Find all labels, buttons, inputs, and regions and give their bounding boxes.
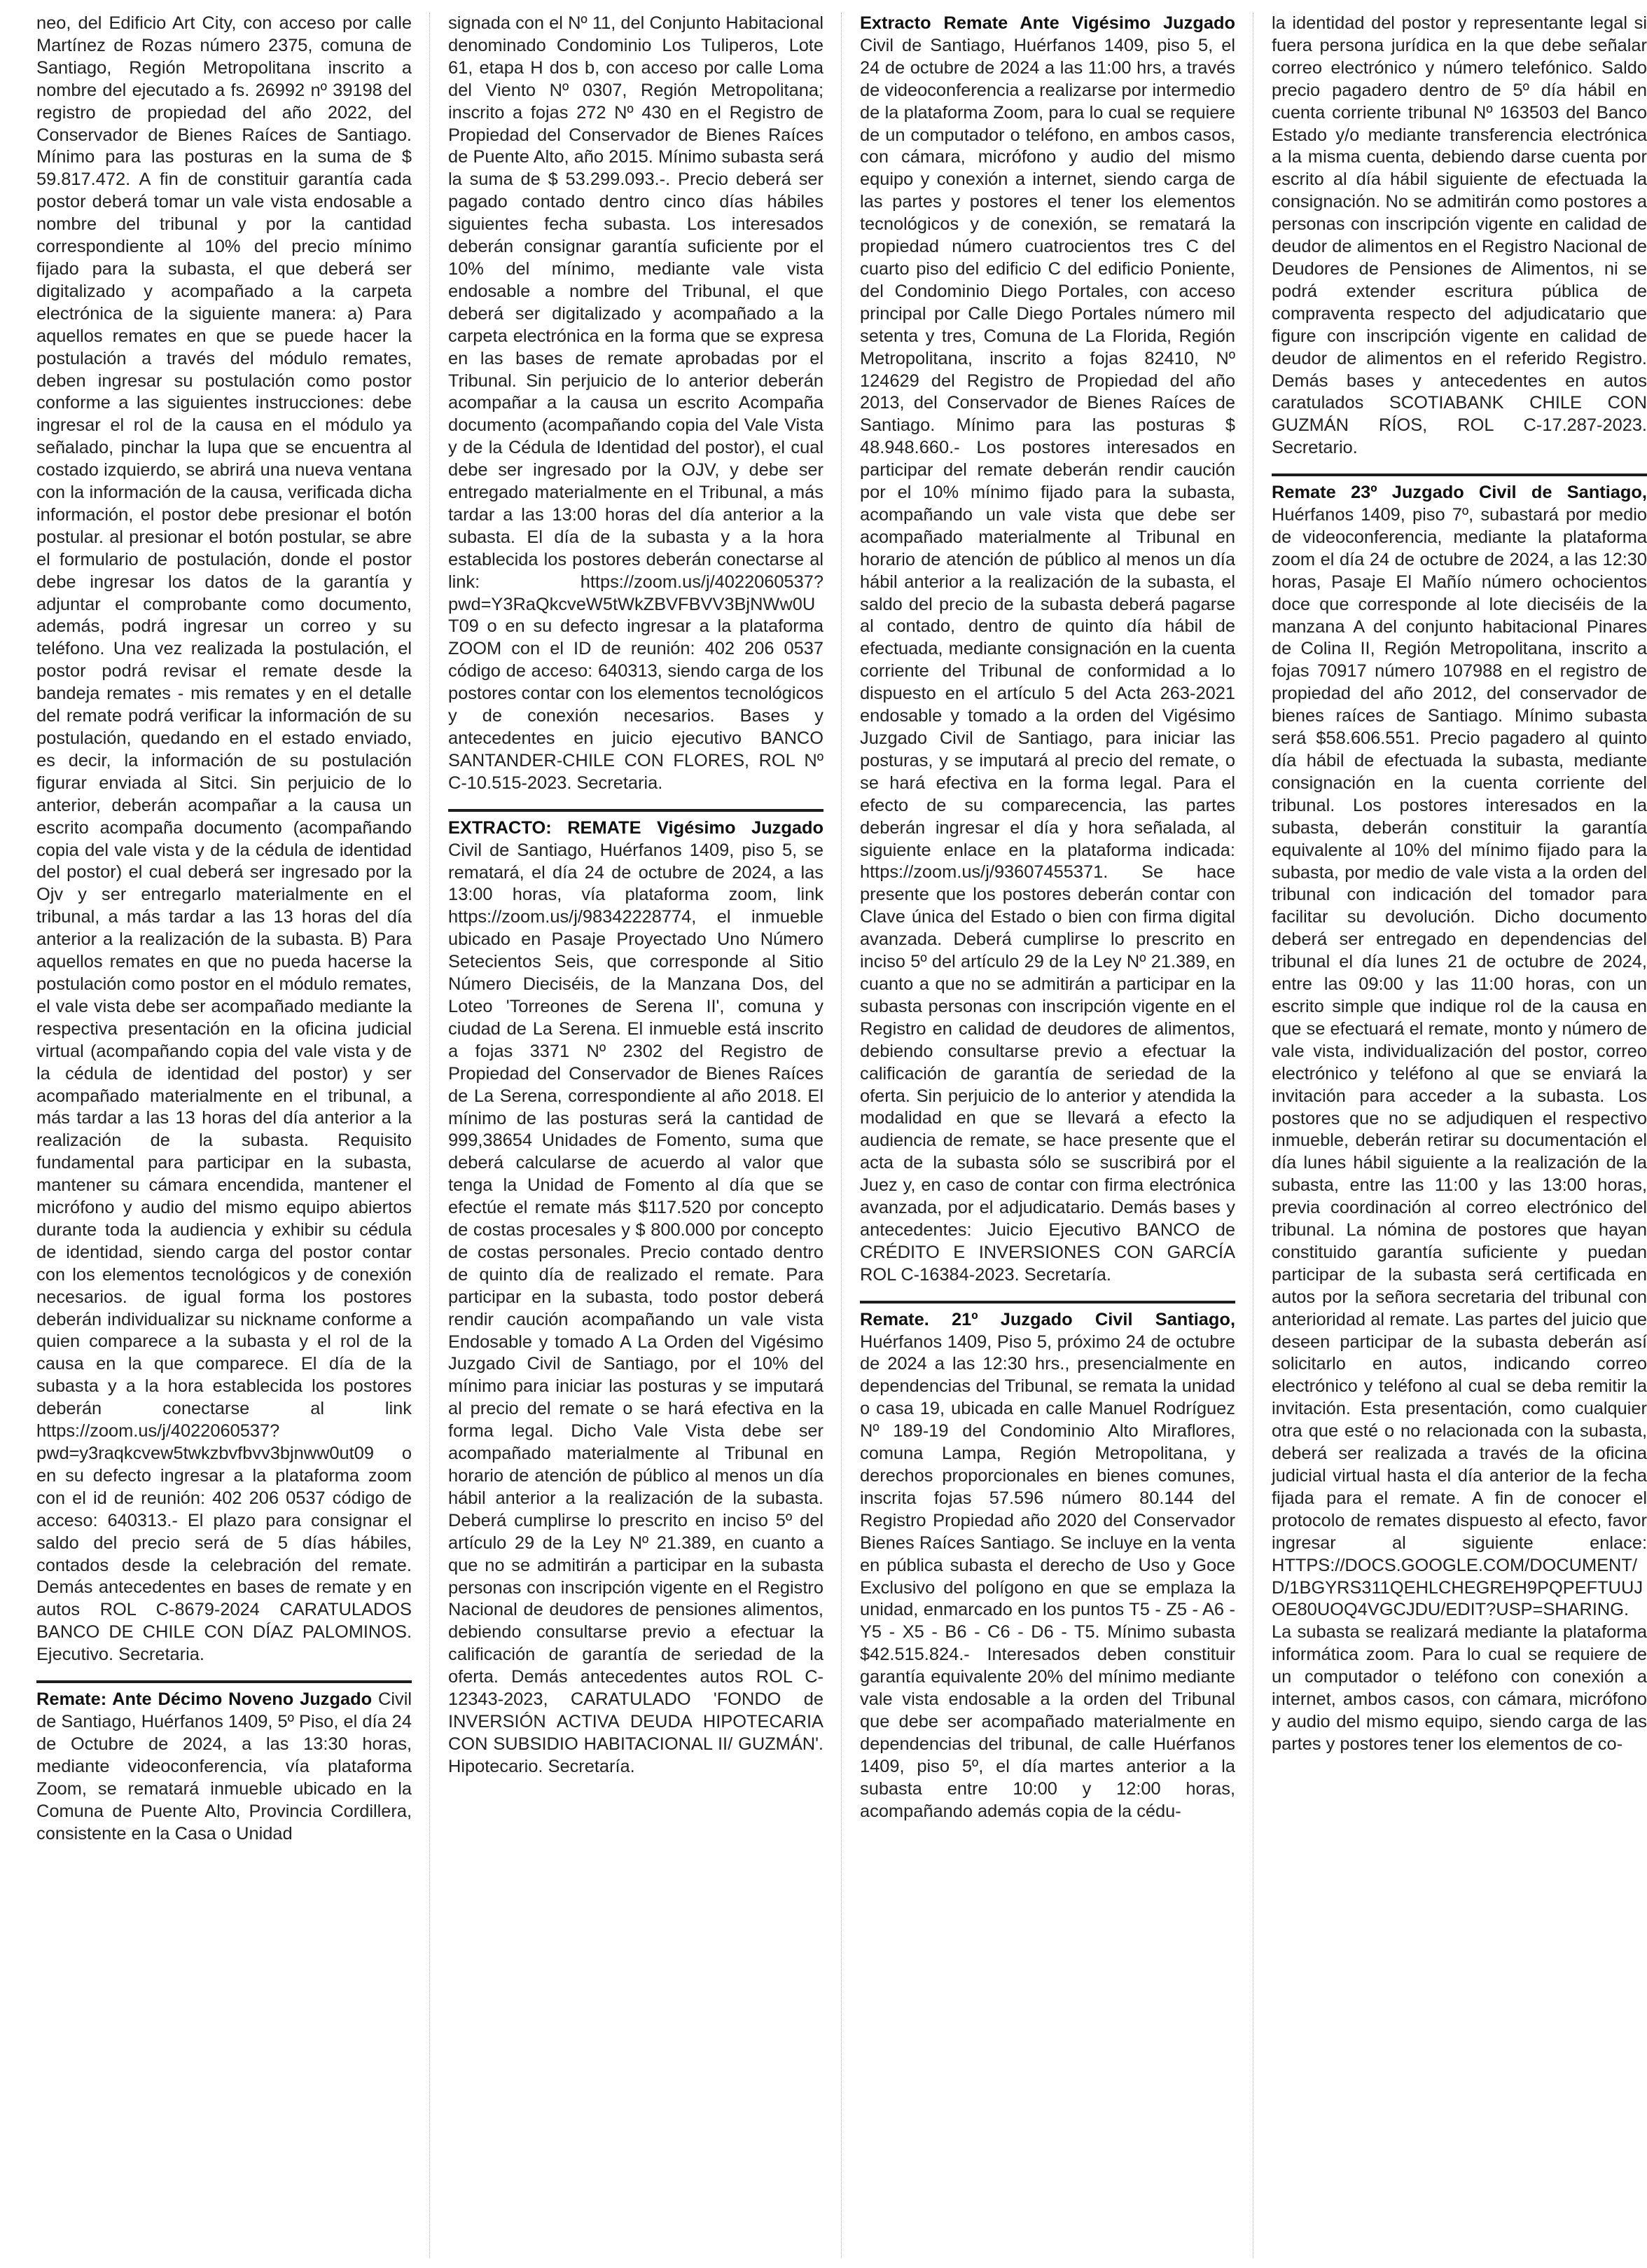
column-4 (1272, 13, 1647, 2258)
notice-heading: Remate. 21º Juzgado Civil Santiago, (860, 1309, 1235, 1329)
notice-heading: EXTRACTO: REMATE Vigésimo Juzgado (448, 817, 824, 838)
notice-body: Civil de Santiago, Huérfanos 1409, 5º Piso, el día 24 de Octubre de 2024, a las 13:30 horas, mediante videoconferencia, vía plataforma Zoom, se rematará inmueble ubicado en la Comuna de Puente Alto, Provincia Cordillera, consistente en la Casa o Unidad (36, 1689, 412, 1844)
notice-body: Civil de Santiago, Huérfanos 1409, piso 5, se rematará, el día 24 de octubre de 2024, a las 13:00 horas, vía plataforma zoom, link https://zoom.us/j/98342228774, el inmueble ubicado en Pasaje Proyectado Uno Número Setecientos Seis, que corresponde al Sitio Número Dieciséis, de la Manzana Dos, del Loteo 'Torreones de Serena II', comuna y ciudad de La Serena. El inmueble está inscrito a fojas 3371 Nº 2302 del Registro de Propiedad del Conservador de Bienes Raíces de La Serena, correspondiente al año 2018. El mínimo de las posturas será la cantidad de 999,38654 Unidades de Fomento, suma que deberá calcularse de acuerdo al valor que tenga la Unidad de Fomento al día que se efectúe el remate más $117.520 por concepto de costas procesales y $ 800.000 por concepto de costas personales. Precio contado dentro de quinto día de realizado el remate. Para participar en la subasta, todo postor deberá rendir caución acompañando un vale vista Endosable y tomado A La Orden del Vigésimo Juzgado Civil de Santiago, por el 10% del mínimo para iniciar las posturas y se imputará al precio del remate o se hará efectiva en la forma legal. Dicho Vale Vista debe ser acompañado materialmente al Tribunal en horario de atención de público al menos un día hábil anterior a la realización de la subasta. Deberá cumplirse lo prescrito en inciso 5º del artículo 29 de la Ley Nº 21.389, en cuanto a que no se admitirán a participar en la subasta personas con inscripción vigente en el Registro Nacional de deudores de pensiones alimentos, debiendo consultarse previo a efectuar la calificación de garantía de seriedad de la oferta. Demás antecedentes autos ROL C-12343-2023, CARATULADO 'FONDO de INVERSIÓN ACTIVA DEUDA HIPOTECARIA CON SUBSIDIO HABITACIONAL II/ GUZMÁN'. Hipotecario. Secretaría. (448, 840, 824, 1776)
notice-body: Huérfanos 1409, piso 7º, subastará por medio de videoconferencia, mediante la plataforma zoom el día 24 de octubre de 2024, a las 12:30 horas, Pasaje El Mañío número ochocientos doce que corresponde al lote dieciséis de la manzana A del conjunto habitacional Pinares de Colina II, Región Metropolitana, inscrito a fojas 70917 número 107988 en el registro de propiedad del año 2012, del conservador de bienes raíces de Santiago. Mínimo subasta será $58.606.551. Precio pagadero al quinto día hábil de efectuada la subasta, mediante consignación en la cuenta corriente del tribunal. Los postores interesados en la subasta, deberán constituir la garantía equivalente al 10% del mínimo fijado para la subasta, por medio de vale vista a la orden del tribunal con indicación del tomador para facilitar su devolución. Dicho documento deberá ser entregado en dependencias del tribunal el día lunes 21 de octubre de 2024, entre las 09:00 y las 11:00 horas, con un escrito simple que indique rol de la causa en que se efectuará el remate, monto y número de vale vista, individualización del postor, correo electrónico y teléfono al que se enviará la invitación para acceder a la subasta. Los postores que no se adjudiquen el respectivo inmueble, deberán retirar su documentación el día lunes hábil siguiente a la realización de la subasta, entre las 11:00 y las 13:00 horas, previa coordinación al correo electrónico del tribunal. La nómina de postores que hayan constituido garantía suficiente y puedan participar de la subasta será certificada en autos por la señora secretaria del tribunal con anterioridad al remate. Las partes del juicio que deseen participar de la subasta deberán así solicitarlo en autos, indicando correo electrónico y teléfono al cual se deba remitir la invitación. Esta presentación, como cualquier otra que esté o no relacionada con la subasta, deberá ser realizada a través de la oficina judicial virtual hasta el día anterior de la fecha fijada para el remate. A fin de conocer el protocolo de remates dispuesto al efecto, favor ingresar al siguiente enlace: HTTPS://DOCS.GOOGLE.COM/DOCUMENT/D/1BGYRS311QEHLCHEGREH9PQPEFTUUJOE80UOQ4VGCJDU/EDIT?USP=SHARING. La subasta se realizará mediante la plataforma informática zoom. Para lo cual se requiere de un computador o teléfono con conexión a internet, ambos casos, con cámara, micrófono y audio del mismo equipo, siendo carga de las partes y postores tener los elementos de co- (1272, 505, 1647, 1754)
notice-heading: Remate: Ante Décimo Noveno Juzgado (36, 1689, 373, 1710)
notice-vigesimo-juzgado-la-florida (860, 13, 1235, 1287)
column-3 (860, 13, 1235, 2258)
notice-los-tuliperos-continuation (448, 13, 824, 795)
column-1 (36, 13, 412, 2258)
notice-body: Huérfanos 1409, Piso 5, próximo 24 de octubre de 2024 a las 12:30 hrs., presencialmente en dependencias del Tribunal, se remata la unidad o casa 19, ubicada en calle Manuel Rodríguez Nº 189-19 del Condominio Alto Miraflores, comuna Lampa, Región Metropolitana, y derechos proporcionales en bienes comunes, inscrita fojas 57.596 número 80.144 del Registro Propiedad año 2020 del Conservador Bienes Raíces Santiago. Se incluye en la venta en pública subasta el derecho de Uso y Goce Exclusivo del polígono en que se emplaza la unidad, enmarcado en los puntos T5 - Z5 - A6 - Y5 - X5 - B6 - C6 - D6 - T5. Mínimo subasta $42.515.824.- Interesados deben constituir garantía equivalente 20% del mínimo mediante vale vista endosable a la orden del Tribunal que debe ser acompañado materialmente en dependencias del tribunal, de calle Huérfanos 1409, piso 5º, el día martes anterior a la subasta entre 10:00 y 12:00 horas, acompañando además copia de la cédu- (860, 1332, 1235, 1821)
notice-decimo-noveno-juzgado (36, 1680, 412, 1845)
notice-21-juzgado-lampa (860, 1301, 1235, 1823)
notice-body: Civil de Santiago, Huérfanos 1409, piso 5, el 24 de octubre de 2024 a las 11:00 hrs, a través de videoconferencia a realizarse por intermedio de la plataforma Zoom, para lo cual se requiere de un computador o teléfono, en ambos casos, con cámara, micrófono y audio del mismo equipo y conexión a internet, siendo carga de las partes y postores el tener los elementos tecnológicos y de conexión, se rematará la propiedad número cuatrocientos tres C del cuarto piso del edificio C del edificio Poniente, del Condominio Diego Portales, con acceso principal por Calle Diego Portales número mil setenta y tres, Comuna de La Florida, Región Metropolitana, inscrito a fojas 82410, Nº 124629 del Registro de Propiedad del año 2013, del Conservador de Bienes Raíces de Santiago. Mínimo para las posturas $ 48.948.660.- Los postores interesados en participar del remate deberán rendir caución por el 10% mínimo fijado para la subasta, acompañando un vale vista que debe ser acompañado materialmente al Tribunal en horario de atención de público al menos un día hábil anterior a la realización de la subasta, el saldo del precio de la subasta deberá pagarse al contado, dentro de quinto día hábil de efectuada, mediante consignación en la cuenta corriente del Tribunal de conformidad a lo dispuesto en el artículo 5 del Acta 263-2021 endosable y tomado a la orden del Vigésimo Juzgado Civil de Santiago, para iniciar las posturas, y se imputará al precio del remate, o se hará efectiva en la forma legal. Para el efecto de su comparecencia, las partes deberán ingresar el día y hora señalada, al siguiente enlace en la plataforma indicada: https://zoom.us/j/93607455371. Se hace presente que los postores deberán contar con Clave única del Estado o bien con firma digital avanzada. Deberá cumplirse lo prescrito en inciso 5º del artículo 29 de la Ley Nº 21.389, en cuanto a que no se admitirán a participar en la subasta personas con inscripción vigente en el Registro en calidad de deudores de alimentos, debiendo consultarse previo a efectuar la calificación de garantía de seriedad de la oferta. Sin perjuicio de lo anterior y atendida la modalidad en que se llevará a efecto la audiencia de remate, se hace presente que el acta de la subasta sólo se suscribirá por el Juez y, en caso de contar con firma electrónica avanzada, por el adjudicatario. Demás bases y antecedentes: Juicio Ejecutivo BANCO de CRÉDITO E INVERSIONES CON GARCÍA ROL C-16384-2023. Secretaría. (860, 35, 1235, 1285)
notice-art-city-continuation (36, 13, 412, 1666)
notice-lampa-continuation (1272, 13, 1647, 459)
notice-body: neo, del Edificio Art City, con acceso por calle Martínez de Rozas número 2375, comuna de Santiago, Región Metropolitana inscrito a nombre del ejecutado a fs. 26992 nº 39198 del registro de propiedad del año 2022, del Conservador de Bienes Raíces de Santiago. Mínimo para las posturas en la suma de $ 59.817.472. A fin de constituir garantía cada postor deberá tomar un vale vista endosable a nombre del tribunal y por la cantidad correspondiente al 10% del precio mínimo fijado para la subasta, el que deberá ser digitalizado y acompañado a la carpeta electrónica de la siguiente manera: a) Para aquellos remates en que se puede hacer la postulación a través del módulo remates, deben ingresar su postulación como postor conforme a las siguientes instrucciones: debe ingresar el rol de la causa en el módulo ya señalado, pinchar la lupa que se encuentra al costado izquierdo, se abrirá una nueva ventana con la información de la causa, verificada dicha información, el postor debe presionar el botón postular. al presionar el botón postular, se abre el formulario de postulación, donde el postor debe ingresar los datos de la garantía y adjuntar el comprobante como documento, además, podrá ingresar un correo y su teléfono. Una vez realizada la postulación, el postor podrá revisar el remate desde la bandeja remates - mis remates y en el detalle del remate podrá verificar la información de su postulación, quedando en el estado enviado, es decir, la información de su postulación figurar enviada al Sitci. Sin perjuicio de lo anterior, deberán acompañar a la causa un escrito acompaña documento (acompañando copia del vale vista y de la cédula de identidad del postor) el cual deberá ser ingresado por la Ojv y ser entregarlo materialmente en el tribunal, a más tardar a las 13 horas del día anterior a la realización de la subasta. B) Para aquellos remates en que no pueda hacerse la postulación como postor en el módulo remates, el vale vista debe ser acompañado mediante la respectiva presentación en la oficina judicial virtual (acompañando copia del vale vista y de la cédula de identidad del postor) y ser acompañado materialmente en el tribunal, a más tardar a las 13 horas del día anterior a la realización de la subasta. Requisito fundamental para participar en la subasta, mantener su cámara encendida, mantener el micrófono y audio del mismo equipo abiertos durante toda la audiencia y exhibir su cédula de identidad, siendo carga del postor contar con los elementos tecnológicos y de conexión necesarios. de igual forma los postores deberán individualizar su nickname conforme a quien comparece a la subasta y el rol de la causa en la que comparece. El día de la subasta y a la hora establecida los postores deberán conectarse al link https://zoom.us/j/4022060537?pwd=y3raqkcvew5twkzbvfbvv3bjnww0ut09 o en su defecto ingresar a la plataforma zoom con el id de reunión: 402 206 0537 código de acceso: 640313.- El plazo para consignar el saldo del precio será de 5 días hábiles, contados desde la celebración del remate. Demás antecedentes en bases de remate y en autos ROL C-8679-2024 CARATULADOS BANCO DE CHILE CON DÍAZ PALOMINOS. Ejecutivo. Secretaria. (36, 13, 412, 1665)
notice-vigesimo-juzgado-la-serena (448, 809, 824, 1778)
notice-body: la identidad del postor y representante legal si fuera persona jurídica en la que debe señalar correo electrónico y número telefónico. Saldo precio pagadero dentro de 5º día hábil en cuenta corriente tribunal Nº 163503 del Banco Estado y/o mediante transferencia electrónica a la misma cuenta, debiendo darse cuenta por escrito al día hábil siguiente de efectuada la consignación. No se admitirán como postores a personas con inscripción vigente en calidad de deudor de alimentos en el Registro Nacional de Deudores de Pensiones de Alimentos, ni se podrá extender escritura pública de compraventa respecto del adjudicatario que figure con inscripción vigente en calidad de deudor de alimentos en el referido Registro. Demás bases y antecedentes en autos caratulados SCOTIABANK CHILE CON GUZMÁN RÍOS, ROL C-17.287-2023. Secretario. (1272, 13, 1647, 458)
notice-body: signada con el Nº 11, del Conjunto Habitacional denominado Condominio Los Tuliperos, Lote 61, etapa H dos b, con acceso por calle Loma del Viento Nº 0307, Región Metropolitana; inscrito a fojas 272 Nº 430 en el Registro de Propiedad del Conservador de Bienes Raíces de Puente Alto, año 2015. Mínimo subasta será la suma de $ 53.299.093.-. Precio deberá ser pagado contado dentro cinco días hábiles siguientes fecha subasta. Los interesados deberán consignar garantía suficiente por el 10% del mínimo, mediante vale vista endosable a nombre del Tribunal, el que deberá ser digitalizado y acompañado a la carpeta electrónica en la forma que se expresa en las bases de remate aprobadas por el Tribunal. Sin perjuicio de lo anterior deberán acompañar a la causa un escrito Acompaña documento (acompañando copia del Vale Vista y de la Cédula de Identidad del postor), el cual debe ser ingresado por la OJV, y debe ser entregado materialmente en el Tribunal, a más tardar a las 13:00 horas del día anterior a la subasta. El día de la subasta y a la hora establecida los postores deberán conectarse al link: https://zoom.us/j/4022060537?pwd=Y3RaQkcveW5tWkZBVFBVV3BjNWw0UT09 o en su defecto ingresar a la plataforma ZOOM con el ID de reunión: 402 206 0537 código de acceso: 640313, siendo carga de los postores contar con los elementos tecnológicos y de conexión necesarios. Bases y antecedentes en juicio ejecutivo BANCO SANTANDER-CHILE CON FLORES, ROL Nº C-10.515-2023. Secretaria. (448, 13, 824, 793)
notice-heading: Remate 23º Juzgado Civil de Santiago, (1272, 483, 1647, 503)
notice-heading: Extracto Remate Ante Vigésimo Juzgado (860, 13, 1235, 33)
notice-23-juzgado-colina (1272, 473, 1647, 1756)
column-2 (448, 13, 824, 2258)
